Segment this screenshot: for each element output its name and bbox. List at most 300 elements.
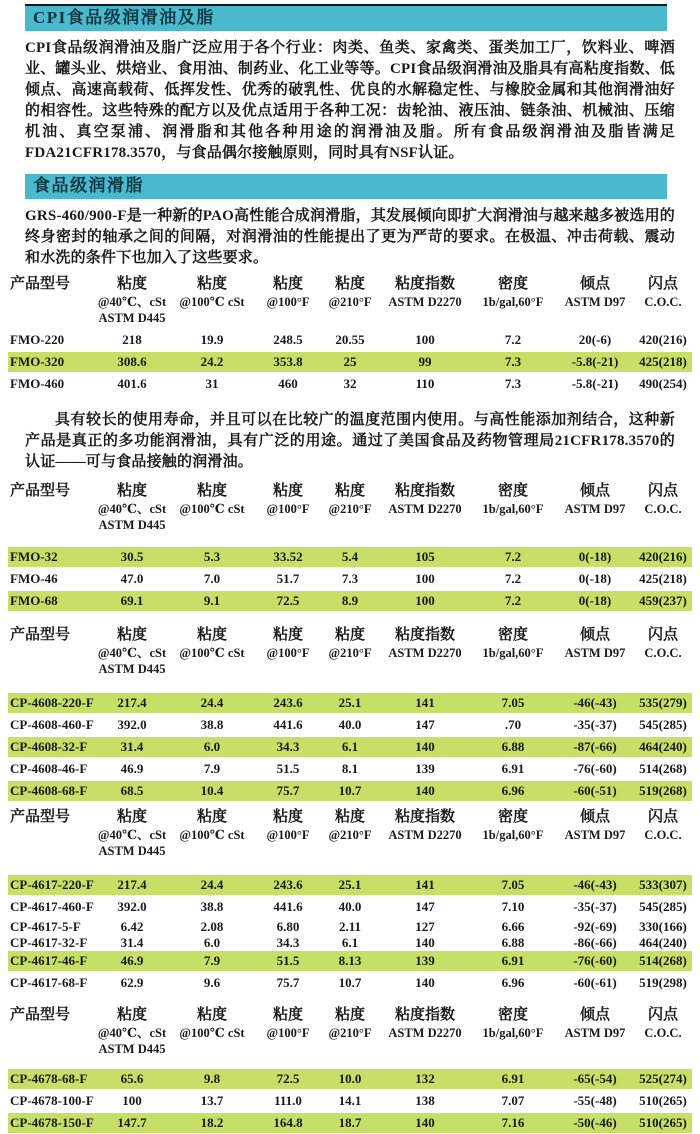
value-cell: 7.2 xyxy=(504,549,522,564)
column-header xyxy=(556,274,634,326)
column-header-line: 粘度 xyxy=(334,1007,365,1023)
value-cell: 514(268) xyxy=(639,761,687,776)
value-cell: 6.91 xyxy=(501,761,525,776)
value-cell: 459(237) xyxy=(639,593,687,608)
value-cell: 75.7 xyxy=(276,783,300,798)
value-cell: 7.10 xyxy=(501,899,525,914)
column-header-line: 粘度 xyxy=(272,1007,303,1023)
column-header-line: 密度 xyxy=(497,483,528,499)
multipurpose-paragraph: 具有较长的使用寿命，并且可以在比较广的温度范围内使用。与高性能添加剂结合，这种新产品是真正的多功能润滑油，具有广泛的用途。通过了美国食品及药物管理局21CFR178.3570的认证——可与食品接触的润滑油。 xyxy=(25,412,675,470)
value-cell: .70 xyxy=(504,717,522,732)
table-header-row xyxy=(8,625,692,677)
column-header xyxy=(256,807,320,859)
value-cell: 7.2 xyxy=(504,571,522,586)
column-header-line: @210°F xyxy=(328,295,372,309)
value-cell: -87(-66) xyxy=(573,739,617,754)
column-header-line: 粘度 xyxy=(272,276,303,292)
column-header-line: 粘度 xyxy=(196,809,227,825)
value-cell: 330(166) xyxy=(639,919,687,934)
value-cell: 34.3 xyxy=(276,739,300,754)
value-cell: 525(274) xyxy=(639,1071,687,1086)
value-cell: 24.4 xyxy=(200,695,224,710)
value-cell: 5.4 xyxy=(341,549,359,564)
table-row xyxy=(8,951,692,971)
value-cell: 420(216) xyxy=(639,549,687,564)
column-header xyxy=(556,1005,634,1057)
table-row xyxy=(8,875,692,895)
section-title-cpi-food-grade-lubricants: CPI食品级润滑油及脂 xyxy=(25,4,667,31)
product-model-cell: CP-4678-100-F xyxy=(10,1093,94,1108)
value-cell: 490(254) xyxy=(639,376,687,391)
value-cell: 13.7 xyxy=(200,1093,224,1108)
value-cell: 40.0 xyxy=(338,899,362,914)
value-cell: 69.1 xyxy=(120,593,144,608)
table-header-row xyxy=(8,274,692,326)
column-header-line: 粘度 xyxy=(196,627,227,643)
value-cell: 7.3 xyxy=(504,354,522,369)
value-cell: 7.07 xyxy=(501,1093,525,1108)
column-header-line: C.O.C. xyxy=(644,502,682,516)
value-cell: 217.4 xyxy=(117,877,147,892)
value-cell: 32 xyxy=(343,376,357,391)
value-cell: 75.7 xyxy=(276,975,300,990)
column-header-line: 粘度 xyxy=(116,1007,147,1023)
value-cell: 100 xyxy=(415,332,435,347)
column-header-line: ASTM D97 xyxy=(564,295,626,309)
value-cell: 100 xyxy=(415,571,435,586)
value-cell: 140 xyxy=(415,1115,435,1130)
value-cell: 0(-18) xyxy=(578,593,612,608)
table-row xyxy=(8,781,692,801)
column-header-line: ASTM D97 xyxy=(564,646,626,660)
column-header-line: 闪点 xyxy=(647,483,678,499)
column-header xyxy=(634,625,692,677)
column-header-line: @40℃、cSt xyxy=(97,828,167,842)
product-model-cell: CP-4608-220-F xyxy=(10,695,94,710)
column-header xyxy=(380,481,470,533)
value-cell: 62.9 xyxy=(120,975,144,990)
value-cell: 147.7 xyxy=(117,1115,147,1130)
column-header xyxy=(168,1005,256,1057)
table-row xyxy=(8,374,692,394)
column-header xyxy=(168,274,256,326)
value-cell: 7.16 xyxy=(501,1115,525,1130)
column-header-line: @100℃ cSt xyxy=(179,646,245,660)
column-header-line: @100℃ cSt xyxy=(179,295,245,309)
column-header-line: ASTM D445 xyxy=(98,518,166,532)
table-row xyxy=(8,973,692,993)
value-cell: 6.88 xyxy=(501,935,525,950)
product-model-cell: CP-4608-32-F xyxy=(10,739,88,754)
column-header-line: ASTM D2270 xyxy=(388,828,462,842)
value-cell: 164.8 xyxy=(273,1115,303,1130)
column-header-line: @100°F xyxy=(266,1026,310,1040)
value-cell: 441.6 xyxy=(273,717,303,732)
column-header-product-model xyxy=(8,1005,96,1057)
value-cell: -46(-43) xyxy=(573,877,617,892)
value-cell: 18.7 xyxy=(338,1115,362,1130)
value-cell: 10.7 xyxy=(338,975,362,990)
column-header-line: ASTM D2270 xyxy=(388,502,462,516)
column-header-line: @100°F xyxy=(266,502,310,516)
value-cell: 8.1 xyxy=(341,761,359,776)
value-cell: 519(298) xyxy=(639,975,687,990)
column-header-line: 粘度 xyxy=(196,276,227,292)
value-cell: 100 xyxy=(122,1093,142,1108)
value-cell: 20.55 xyxy=(335,332,365,347)
column-header-line: 密度 xyxy=(497,809,528,825)
value-cell: 425(218) xyxy=(639,571,687,586)
column-header-line: @40℃、cSt xyxy=(97,646,167,660)
column-header-line: 粘度 xyxy=(196,483,227,499)
value-cell: 7.9 xyxy=(203,761,221,776)
value-cell: 7.2 xyxy=(504,332,522,347)
section-title-food-grade-grease: 食品级润滑脂 xyxy=(25,174,667,199)
column-header-line: 粘度 xyxy=(116,809,147,825)
column-header-line: ASTM D97 xyxy=(564,502,626,516)
product-table-cp-4608 xyxy=(8,625,692,801)
value-cell: 7.2 xyxy=(504,593,522,608)
column-header xyxy=(634,1005,692,1057)
column-header-line: C.O.C. xyxy=(644,828,682,842)
column-header xyxy=(380,807,470,859)
product-model-cell: CP-4617-32-F xyxy=(10,935,88,950)
value-cell: 2.11 xyxy=(338,919,362,934)
value-cell: 40.0 xyxy=(338,717,362,732)
column-header-line: 粘度指数 xyxy=(394,276,455,292)
value-cell: 8.9 xyxy=(341,593,359,608)
value-cell: 6.0 xyxy=(203,935,221,950)
table-row xyxy=(8,759,692,779)
value-cell: 24.2 xyxy=(200,354,224,369)
value-cell: 6.91 xyxy=(501,1071,525,1086)
table-row xyxy=(8,1113,692,1133)
product-model-cell: CP-4617-46-F xyxy=(10,953,88,968)
table-row xyxy=(8,715,692,735)
value-cell: 10.7 xyxy=(338,783,362,798)
column-header-line: 粘度 xyxy=(334,809,365,825)
value-cell: 138 xyxy=(415,1093,435,1108)
column-header xyxy=(256,274,320,326)
product-model-cell: FMO-220 xyxy=(10,332,65,347)
column-header xyxy=(168,807,256,859)
column-header-line: 粘度 xyxy=(196,1007,227,1023)
column-header-line: ASTM D97 xyxy=(564,1026,626,1040)
value-cell: 18.2 xyxy=(200,1115,224,1130)
column-header-line: 倾点 xyxy=(579,809,610,825)
column-header-line: ASTM D445 xyxy=(98,662,166,676)
value-cell: 47.0 xyxy=(120,571,144,586)
column-header xyxy=(96,481,168,533)
table-row xyxy=(8,591,692,611)
column-header xyxy=(470,625,556,677)
product-model-cell: FMO-46 xyxy=(10,571,58,586)
value-cell: 14.1 xyxy=(338,1093,362,1108)
value-cell: 111.0 xyxy=(274,1093,302,1108)
column-header xyxy=(470,1005,556,1057)
column-header xyxy=(556,481,634,533)
table-row xyxy=(8,919,692,934)
column-header-line: ASTM D445 xyxy=(98,844,166,858)
value-cell: 425(218) xyxy=(639,354,687,369)
column-header-line: @210°F xyxy=(328,828,372,842)
column-header-line: C.O.C. xyxy=(644,646,682,660)
column-header-line: 粘度 xyxy=(334,483,365,499)
column-header xyxy=(96,625,168,677)
column-header-line: C.O.C. xyxy=(644,295,682,309)
value-cell: 545(285) xyxy=(639,899,687,914)
value-cell: 6.1 xyxy=(341,739,359,754)
value-cell: 140 xyxy=(415,739,435,754)
value-cell: 9.6 xyxy=(203,975,221,990)
value-cell: 8.13 xyxy=(338,953,362,968)
value-cell: 46.9 xyxy=(120,953,144,968)
product-table-fmo-heavy xyxy=(8,274,692,394)
product-model-cell: CP-4678-150-F xyxy=(10,1115,94,1130)
column-header-line: 1b/gal,60°F xyxy=(482,1026,544,1040)
column-header xyxy=(556,625,634,677)
value-cell: -65(-54) xyxy=(573,1071,617,1086)
value-cell: 31.4 xyxy=(120,935,144,950)
value-cell: -86(-66) xyxy=(573,935,617,950)
value-cell: 243.6 xyxy=(273,695,303,710)
value-cell: 6.66 xyxy=(501,919,525,934)
value-cell: 353.8 xyxy=(273,354,303,369)
column-header-line: 闪点 xyxy=(647,1007,678,1023)
value-cell: 33.52 xyxy=(273,549,303,564)
value-cell: 464(240) xyxy=(639,739,687,754)
column-header-line: 粘度指数 xyxy=(394,1007,455,1023)
value-cell: -60(-61) xyxy=(573,975,617,990)
value-cell: 2.08 xyxy=(200,919,224,934)
value-cell: 51.7 xyxy=(276,571,300,586)
column-header-line: 倾点 xyxy=(579,276,610,292)
value-cell: 141 xyxy=(415,877,435,892)
value-cell: 6.88 xyxy=(501,739,525,754)
value-cell: 0(-18) xyxy=(578,571,612,586)
column-header xyxy=(380,625,470,677)
value-cell: -55(-48) xyxy=(573,1093,617,1108)
column-header-line: 产品型号 xyxy=(10,483,71,499)
column-header-line: @100℃ cSt xyxy=(179,828,245,842)
value-cell: 31 xyxy=(205,376,219,391)
value-cell: 6.80 xyxy=(276,919,300,934)
column-header-line: 粘度 xyxy=(334,276,365,292)
column-header-line: @40℃、cSt xyxy=(97,295,167,309)
intro-paragraph: CPI食品级润滑油及脂广泛应用于各个行业：肉类、鱼类、家禽类、蛋类加工厂，饮料业、啤酒业、罐头业、烘焙业、食用油、制药业、化工业等等。CPI食品级润滑油及脂具有高粘度指数、低倾点、高速高载荷、低挥发性、优秀的破乳性、优良的水解稳定性、与橡胶金属和其他润滑油好的相容性。这些特殊的配方以及优点适用于各种工况：齿轮油、液压油、链条油、机械油、压缩机油、真空泵浦、润滑脂和其他各种用途的润滑油及脂。所有食品级润滑油及脂皆满足FDA21CFR178.3570，与食品偶尔接触原则，同时具有NSF认证。 xyxy=(25,40,675,161)
value-cell: -92(-69) xyxy=(573,919,617,934)
column-header xyxy=(634,807,692,859)
value-cell: 5.3 xyxy=(203,549,221,564)
column-header xyxy=(320,625,380,677)
value-cell: 6.42 xyxy=(120,919,144,934)
column-header xyxy=(256,1005,320,1057)
value-cell: 6.91 xyxy=(501,953,525,968)
value-cell: -5.8(-21) xyxy=(571,354,619,369)
value-cell: 7.05 xyxy=(501,877,525,892)
column-header-line: 粘度 xyxy=(116,276,147,292)
product-table-fmo-light xyxy=(8,481,692,611)
product-model-cell: CP-4617-68-F xyxy=(10,975,88,990)
value-cell: 72.5 xyxy=(276,593,300,608)
column-header-line: ASTM D97 xyxy=(564,828,626,842)
column-header-line: ASTM D445 xyxy=(98,311,166,325)
table-header-row xyxy=(8,1005,692,1057)
product-model-cell: CP-4608-68-F xyxy=(10,783,88,798)
column-header xyxy=(256,625,320,677)
value-cell: 392.0 xyxy=(117,717,147,732)
value-cell: -35(-37) xyxy=(573,899,617,914)
product-model-cell: FMO-32 xyxy=(10,549,58,564)
product-model-cell: CP-4617-5-F xyxy=(10,919,81,934)
value-cell: 147 xyxy=(415,717,435,732)
value-cell: 248.5 xyxy=(273,332,303,347)
value-cell: 68.5 xyxy=(120,783,144,798)
value-cell: 535(279) xyxy=(639,695,687,710)
value-cell: 10.0 xyxy=(338,1071,362,1086)
value-cell: 10.4 xyxy=(200,783,224,798)
value-cell: 6.96 xyxy=(501,783,525,798)
column-header xyxy=(168,481,256,533)
value-cell: 46.9 xyxy=(120,761,144,776)
column-header xyxy=(96,807,168,859)
column-header xyxy=(470,481,556,533)
table-row xyxy=(8,935,692,950)
column-header-line: 粘度 xyxy=(272,627,303,643)
value-cell: 514(268) xyxy=(639,953,687,968)
product-model-cell: CP-4617-460-F xyxy=(10,899,94,914)
value-cell: 38.8 xyxy=(200,899,224,914)
value-cell: 519(268) xyxy=(639,783,687,798)
column-header-line: 1b/gal,60°F xyxy=(482,502,544,516)
column-header-line: 粘度 xyxy=(334,627,365,643)
column-header-product-model xyxy=(8,481,96,533)
value-cell: -5.8(-21) xyxy=(571,376,619,391)
table-header-row xyxy=(8,807,692,859)
column-header xyxy=(168,625,256,677)
grease-paragraph: GRS-460/900-F是一种新的PAO高性能合成润滑脂，其发展倾向即扩大润滑油与越来越多被选用的终身密封的轴承之间的间隔，对润滑油的性能提出了更为严苛的要求。在极温、冲击荷载、震动和水洗的条件下也加入了这些要求。 xyxy=(25,208,675,266)
column-header-line: 密度 xyxy=(497,627,528,643)
value-cell: 0(-18) xyxy=(578,549,612,564)
value-cell: 65.6 xyxy=(120,1071,144,1086)
value-cell: 6.96 xyxy=(501,975,525,990)
value-cell: 105 xyxy=(415,549,435,564)
value-cell: -50(-46) xyxy=(573,1115,617,1130)
column-header xyxy=(320,1005,380,1057)
product-model-cell: CP-4608-46-F xyxy=(10,761,88,776)
value-cell: 127 xyxy=(415,919,435,934)
column-header-line: 倾点 xyxy=(579,1007,610,1023)
column-header-line: @100°F xyxy=(266,295,310,309)
value-cell: 545(285) xyxy=(639,717,687,732)
value-cell: 19.9 xyxy=(200,332,224,347)
value-cell: 6.0 xyxy=(203,739,221,754)
value-cell: 464(240) xyxy=(639,935,687,950)
value-cell: -35(-37) xyxy=(573,717,617,732)
column-header-line: 产品型号 xyxy=(10,276,71,292)
value-cell: 99 xyxy=(418,354,432,369)
value-cell: 25.1 xyxy=(338,877,362,892)
column-header xyxy=(470,807,556,859)
value-cell: 38.8 xyxy=(200,717,224,732)
value-cell: 139 xyxy=(415,953,435,968)
column-header-line: 产品型号 xyxy=(10,627,71,643)
column-header-line: 闪点 xyxy=(647,276,678,292)
product-model-cell: FMO-460 xyxy=(10,376,65,391)
value-cell: 110 xyxy=(415,376,435,391)
column-header-line: 粘度指数 xyxy=(394,809,455,825)
value-cell: 34.3 xyxy=(276,935,300,950)
value-cell: 147 xyxy=(415,899,435,914)
value-cell: 441.6 xyxy=(273,899,303,914)
value-cell: 9.8 xyxy=(203,1071,221,1086)
product-model-cell: CP-4678-68-F xyxy=(10,1071,88,1086)
value-cell: 132 xyxy=(415,1071,435,1086)
column-header-line: 产品型号 xyxy=(10,809,71,825)
value-cell: 7.05 xyxy=(501,695,525,710)
column-header xyxy=(96,1005,168,1057)
column-header xyxy=(634,274,692,326)
column-header xyxy=(320,807,380,859)
column-header-line: ASTM D2270 xyxy=(388,295,462,309)
value-cell: 7.3 xyxy=(341,571,359,586)
value-cell: 51.5 xyxy=(276,761,300,776)
column-header-product-model xyxy=(8,807,96,859)
product-model-cell: CP-4617-220-F xyxy=(10,877,94,892)
value-cell: 24.4 xyxy=(200,877,224,892)
column-header-line: 倾点 xyxy=(579,627,610,643)
value-cell: 420(216) xyxy=(639,332,687,347)
value-cell: 20(-6) xyxy=(578,332,612,347)
value-cell: 140 xyxy=(415,935,435,950)
value-cell: 31.4 xyxy=(120,739,144,754)
column-header xyxy=(256,481,320,533)
column-header-line: 产品型号 xyxy=(10,1007,71,1023)
column-header xyxy=(470,274,556,326)
column-header-line: 密度 xyxy=(497,276,528,292)
column-header-line: ASTM D445 xyxy=(98,1042,166,1056)
column-header-line: @100°F xyxy=(266,828,310,842)
column-header-line: 闪点 xyxy=(647,627,678,643)
column-header-product-model xyxy=(8,274,96,326)
value-cell: 25.1 xyxy=(338,695,362,710)
value-cell: 51.5 xyxy=(276,953,300,968)
value-cell: -76(-60) xyxy=(573,953,617,968)
column-header-line: 粘度 xyxy=(116,627,147,643)
value-cell: 25 xyxy=(343,354,357,369)
value-cell: 9.1 xyxy=(203,593,221,608)
column-header-line: 1b/gal,60°F xyxy=(482,295,544,309)
table-row xyxy=(8,352,692,372)
table-row xyxy=(8,1069,692,1089)
column-header-line: ASTM D2270 xyxy=(388,646,462,660)
column-header-line: 密度 xyxy=(497,1007,528,1023)
value-cell: 217.4 xyxy=(117,695,147,710)
value-cell: 533(307) xyxy=(639,877,687,892)
column-header-line: @40℃、cSt xyxy=(97,502,167,516)
column-header-line: 闪点 xyxy=(647,809,678,825)
table-row xyxy=(8,569,692,589)
value-cell: -60(-51) xyxy=(573,783,617,798)
column-header xyxy=(380,1005,470,1057)
column-header-line: 1b/gal,60°F xyxy=(482,828,544,842)
column-header-line: @210°F xyxy=(328,502,372,516)
product-table-cp-4678 xyxy=(8,1005,692,1133)
table-header-row xyxy=(8,481,692,533)
column-header xyxy=(380,274,470,326)
column-header-line: 倾点 xyxy=(579,483,610,499)
value-cell: 141 xyxy=(415,695,435,710)
